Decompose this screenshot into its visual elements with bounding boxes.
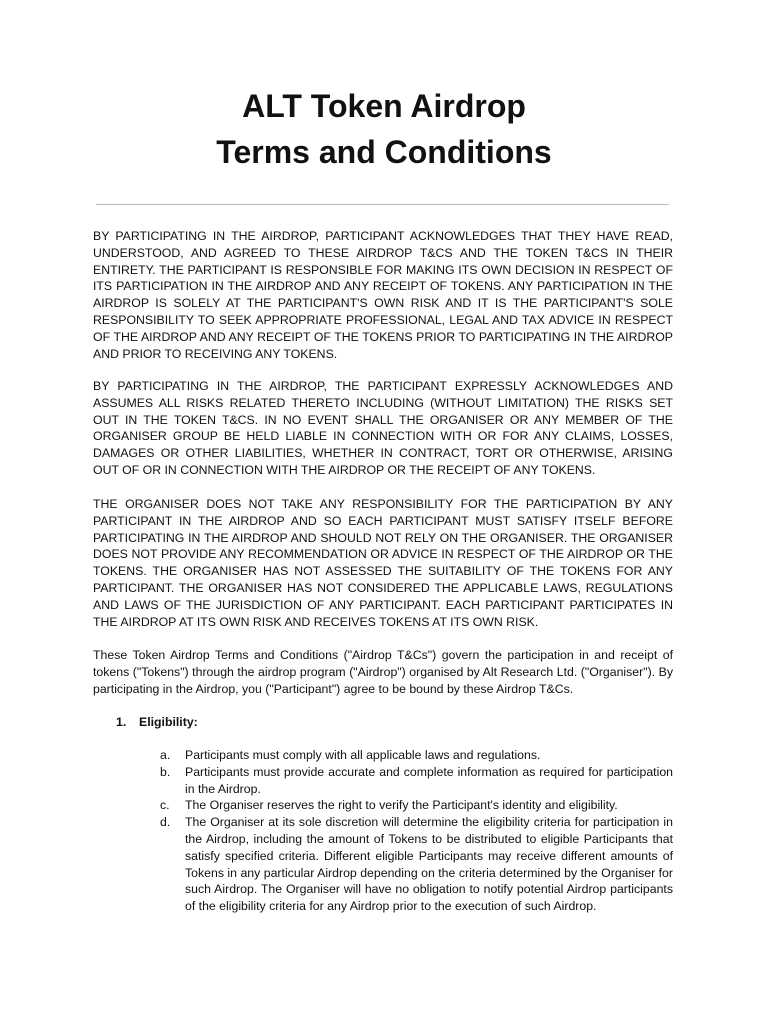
list-item: [160, 797, 673, 814]
list-item-text: The Organiser reserves the right to verify the Participant's identity and eligibility.: [185, 798, 618, 813]
paragraph-organiser-responsibility: THE ORGANISER DOES NOT TAKE ANY RESPONSIBILITY FOR THE PARTICIPATION BY ANY PARTICIPANT IN THE AIRDROP AND SO EACH PARTICIPANT MUST SATISFY ITSELF BEFORE PARTICIPATING IN THE AIRDROP AND SHOULD NOT RELY ON THE ORGANISER. THE ORGANISER DOES NOT PROVIDE ANY RECOMMENDATION OR ADVICE IN RESPECT OF THE AIRDROP OR THE TOKENS. THE ORGANISER HAS NOT ASSESSED THE SUITABILITY OF THE TOKENS FOR ANY PARTICIPANT. THE ORGANISER HAS NOT CONSIDERED THE APPLICABLE LAWS, REGULATIONS AND LAWS OF THE JURISDICTION OF ANY PARTICIPANT. EACH PARTICIPANT PARTICIPATES IN THE AIRDROP AT ITS OWN RISK AND RECEIVES TOKENS AT ITS OWN RISK.: [93, 497, 673, 629]
document-title-line-2: Terms and Conditions: [216, 134, 552, 170]
list-item-marker: a.: [160, 748, 171, 762]
list-item: [160, 814, 673, 915]
list-item-text: Participants must provide accurate and complete information as required for participation in the Airdrop.: [185, 764, 673, 796]
section-number: 1.: [116, 715, 127, 729]
list-item: [160, 747, 673, 764]
section-heading-eligibility: [116, 714, 198, 731]
title-divider: [96, 204, 669, 205]
section-heading-text: Eligibility:: [139, 715, 198, 729]
list-item-marker: b.: [160, 764, 171, 779]
list-item: [160, 764, 673, 798]
list-item-text: Participants must comply with all applicable laws and regulations.: [185, 748, 541, 762]
list-item-marker: d.: [160, 815, 171, 830]
list-item-text: The Organiser at its sole discretion will determine the eligibility criteria for participation in the Airdrop, including the amount of Tokens to be distributed to eligible Participants that satisfy specified criteria. Different eligible Participants may receive different amounts of Tokens in any particular Airdrop depending on the criteria determined by the Organiser for such Airdrop. The Organiser will have no obligation to notify potential Airdrop participants of the eligibility criteria for any Airdrop prior to the execution of such Airdrop.: [185, 815, 673, 914]
list-item-marker: c.: [160, 798, 170, 813]
eligibility-list: [160, 747, 673, 915]
paragraph-acknowledgement: BY PARTICIPATING IN THE AIRDROP, PARTICIPANT ACKNOWLEDGES THAT THEY HAVE READ, UNDERSTOOD, AND AGREED TO THESE AIRDROP T&CS AND THE TOKEN T&CS IN THEIR ENTIRETY. THE PARTICIPANT IS RESPONSIBLE FOR MAKING ITS OWN DECISION IN RESPECT OF ITS PARTICIPATION IN THE AIRDROP AND ANY RECEIPT OF TOKENS. ANY PARTICIPATION IN THE AIRDROP IS SOLELY AT THE PARTICIPANT'S OWN RISK AND IT IS THE PARTICIPANT'S SOLE RESPONSIBILITY TO SEEK APPROPRIATE PROFESSIONAL, LEGAL AND TAX ADVICE IN RESPECT OF THE AIRDROP AND ANY RECEIPT OF THE TOKENS PRIOR TO PARTICIPATING IN THE AIRDROP AND PRIOR TO RECEIVING ANY TOKENS.: [93, 229, 673, 361]
paragraph-risk-assumption: BY PARTICIPATING IN THE AIRDROP, THE PARTICIPANT EXPRESSLY ACKNOWLEDGES AND ASSUMES ALL RISKS RELATED THERETO INCLUDING (WITHOUT LIMITATION) THE RISKS SET OUT IN THE TOKEN T&CS. IN NO EVENT SHALL THE ORGANISER OR ANY MEMBER OF THE ORGANISER GROUP BE HELD LIABLE IN CONNECTION WITH OR FOR ANY CLAIMS, LOSSES, DAMAGES OR OTHER LIABILITIES, WHETHER IN CONTRACT, TORT OR OTHERWISE, ARISING OUT OF OR IN CONNECTION WITH THE AIRDROP OR THE RECEIPT OF ANY TOKENS.: [93, 379, 673, 477]
document-title-line-1: ALT Token Airdrop: [242, 88, 526, 124]
paragraph-introduction: These Token Airdrop Terms and Conditions ("Airdrop T&Cs") govern the participation in and receipt of tokens ("Tokens") through the airdrop program ("Airdrop") organised by Alt Research Ltd. ("Organiser"). By participating in the Airdrop, you ("Participant") agree to be bound by these Airdrop T&Cs.: [93, 648, 673, 696]
